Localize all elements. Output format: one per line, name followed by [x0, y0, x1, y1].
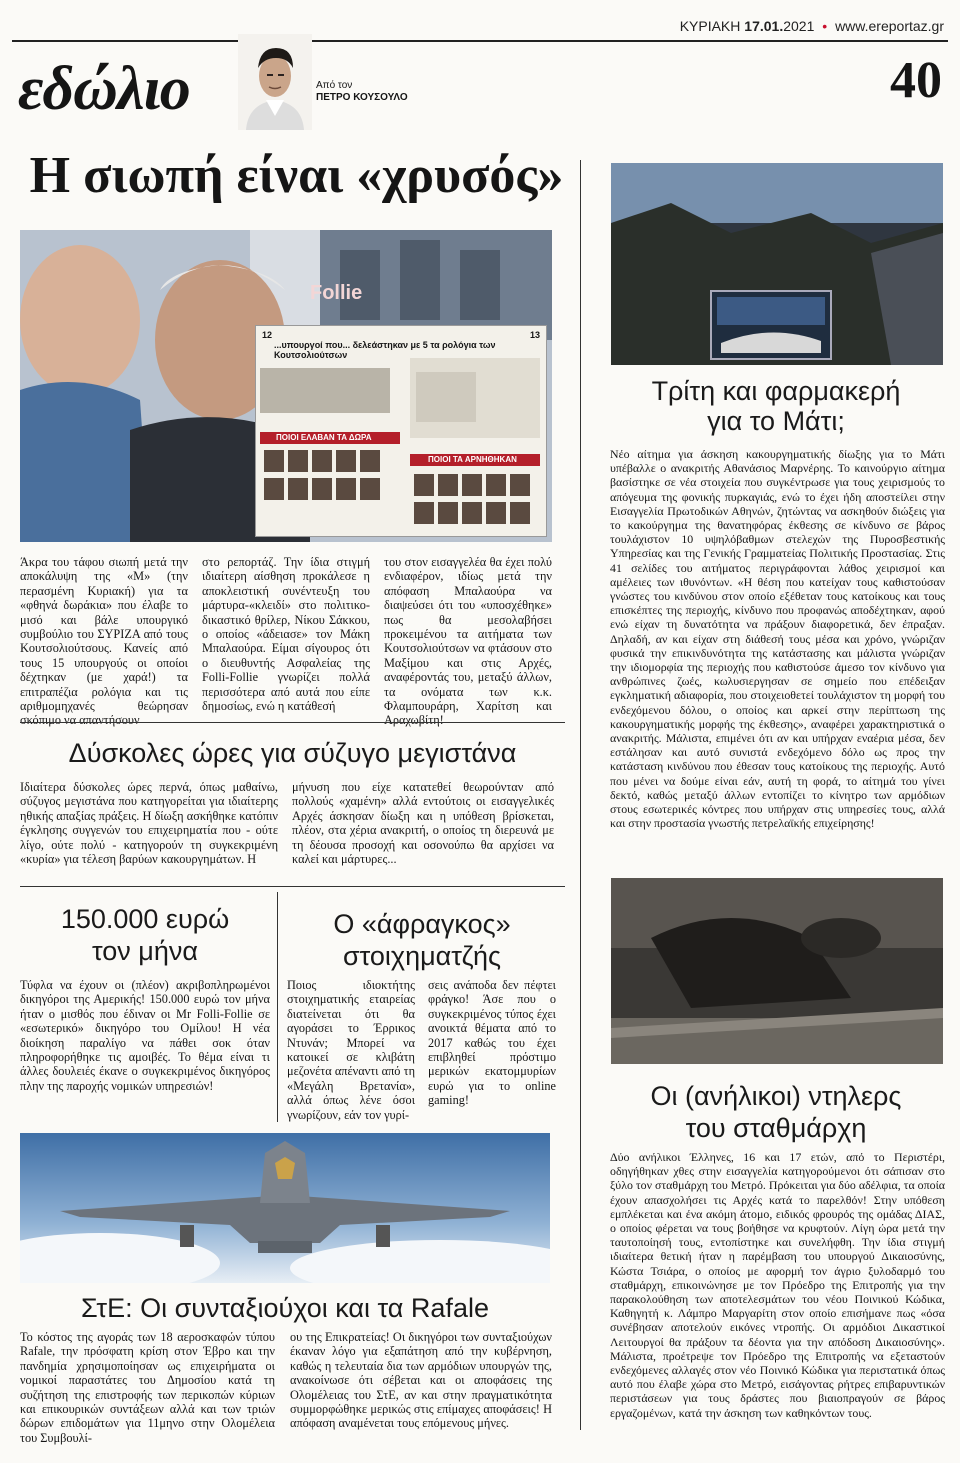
mati-title-1: Τρίτη και φαρμακερή: [651, 376, 901, 406]
clip-page-left: 12: [262, 330, 273, 340]
rafale-col-2: ου της Επικρατείας! Οι δικηγόροι των συνταξιούχων έκαναν λόγο για εξαπάτηση από την κυβέρνηση, καθώς η τελευταία δια των αρμόδιων υπουργών της, ανακοίνωσε ότι σέβεται και οι αποφάσεις της Ολομέλειας του ΣτΕ, αν και στην πραγματικότητα συμμορφώθηκε μερικώς στις επίμαχες αποφάσεις! Η απόφαση αναμένεται τους επόμενους μήνες.: [290, 1330, 552, 1431]
issue-day: ΚΥΡΙΑΚΗ: [679, 18, 741, 34]
spouse-col-1: Ιδιαίτερα δύσκολες ώρες περνά, όπως μαθαίνω, σύζυγος μεγιστάνα που κατηγορείται για ιδιαίτερης ηθικής απαξίας πράξεις. Η δίωξη ασκήθηκε κατόπιν έγκλησης συγγενών του επιχειρηματία που - ούτε λίγο, ούτε πολύ - κατηγορούν τη συγκεκριμένη «κυρία» για τέλεση βαρύων κακουργημάτων. Η: [20, 780, 278, 867]
newspaper-clipping: [255, 325, 547, 537]
rafale-photo: [20, 1133, 550, 1283]
dealers-title: [606, 1080, 946, 1144]
site-url: www.ereportaz.gr: [835, 18, 944, 34]
gambler-col-1: Ποιος ιδιοκτήτης στοιχηματικής εταιρείας διατείνεται ότι θα αγοράσει το Έρρικος Ντυνάν; Μπορεί να κατοικεί σε κλιβάτη μεζονέτα απέναντι από τη «Μεγάλη Βρετανία», αλλά όπως λένε όσοι γνωρίζουν, εάν τον γυρί-: [287, 978, 415, 1122]
gambler-title-1: Ο «άφραγκος»: [333, 909, 511, 939]
author-portrait: [238, 34, 312, 130]
lead-col-1: Άκρα του τάφου σιωπή μετά την αποκάλυψη της «Μ» (την περασμένη Κυριακή) για τα «φθηνά δωράκια» που έλαβε το μισό και βάλε υπουργικό συμβούλιο του ΣΥΡΙΖΑ από τους Κουτσολιούτσους. Κανείς από τους 15 υπουργούς οι οποίοι δέχτηκαν (με χαρά!) τα επιτραπέζια ρολόγια και τις αριθμομηχανές θεώρησαν σκόπιμο να απαντήσουν: [20, 555, 188, 728]
dealers-photo: [611, 878, 943, 1064]
clip-label-refused: ΠΟΙΟΙ ΤΑ ΑΡΝΗΘΗΚΑΝ: [428, 455, 517, 464]
photo-sign: Follie: [310, 282, 363, 304]
lawyers-title: [20, 903, 270, 967]
spouse-col-2: μήνυση που είχε κατατεθεί θεωρούνταν από πολλούς «χαμένη» αλλά εντούτοις οι εισαγγελικές Αρχές άσκησαν δίωξη και η υπόθεση βρίσκεται, πλέον, στα χέρια ανακριτή, ο οποίος τη διερευνά με τη δέουσα προσοχή και οσονούπω θα αρχίσει να καλεί και μάρτυρες...: [292, 780, 554, 867]
rafale-title: ΣτΕ: Οι συνταξιούχοι και τα Rafale: [81, 1293, 489, 1323]
dealers-title-1: Οι (ανήλικοι) ντηλερς: [650, 1081, 902, 1111]
clip-page-right: 13: [529, 330, 540, 340]
spouse-title: Δύσκολες ώρες για σύζυγο μεγιστάνα: [68, 738, 517, 768]
lead-photo: [20, 230, 552, 542]
lead-col-2: στο ρεπορτάζ. Την ίδια στιγμή ιδιαίτερη αίσθηση προκάλεσε η αποκλειστική συνέντευξη του μάρτυρα-«κλειδί» στο πολιτικο-δικαστικό θρίλερ, Νίκου Σάκκου, ο οποίος «άδειασε» τον Μάκη Μπαλαούρα. Είμαι σίγουρος ότι ο διευθυντής Ασφαλείας της Folli-Follie γνωρίζει πολλά περισσότερα από αυτά που είπε δημοσίως, ενώ η κατάθεσή: [202, 555, 370, 714]
dealers-body: Δύο ανήλικοι Έλληνες, 16 και 17 ετών, από το Περιστέρι, οδηγήθηκαν χθες στην εισαγγελία κατηγορούμενοι ότι σάπισαν στο ξύλο τον σταθμάρχη του Μετρό. Πρόκειται για δύο αδέλφια, τα οποία έχουν απασχολήσει τις Αρχές κατά το παρελθόν! Στην υπόθεση εμπλέκεται και ένα ακόμη άτομο, ειδικός φρουρός της ομάδας ΔΙΑΣ, ο οποίος φέρεται να τους βοήθησε να κρυφτούν. Λίγη ώρα μετά την ταυτοποίησή τους, εντοπίστηκε και συνελήφθη. Την ίδια στιγμή ιδιαίτερα θετική ήταν η παρέμβαση του υπουργού Δικαιοσύνης, Κώστα Τσιάρα, ο οποίος με αφορμή τον άγριο ξυλοδαρμό του σταθμάρχη, επικοινώνησε με τον Πρόεδρο της Επιτροπής για την παρακολούθηση των αποτελεσμάτων του νέου Ποινικού Κώδικα, Καθηγητή κ. Λάμπρο Μαργαρίτη στον οποίο επισήμανε πως «όσα συνέβησαν αποτελούν εικόνες ντροπής. Οι αρμόδιοι Δικαστικοί Λειτουργοί θα πράξουν τα δέοντα για την απόδοση Δικαιοσύνης». Μάλιστα, προέτρεψε τον Πρόεδρο της Επιτροπής να εξεταστούν ενδεχόμενες αλλαγές στον νέο Ποινικό Κώδικα για περιστατικά όπως αυτό που έλαβε χώρα στο Μετρό, εισάγοντας ρήτρες επιβαρυντικών περιστάσεων για τους δράστες που βιαιοπραγούν σε βάρος εργαζομένων, κατά την άσκηση των καθηκόντων τους.: [610, 1150, 945, 1420]
lawyers-title-2: τον μήνα: [92, 936, 198, 966]
issue-year: 2021: [783, 18, 815, 34]
dealers-title-2: του σταθμάρχη: [685, 1113, 867, 1143]
column-logo: εδώλιο: [18, 55, 190, 123]
column-divider: [580, 160, 581, 1430]
rafale-col-1: Το κόστος της αγοράς των 18 αεροσκαφών τύπου Rafale, την πρόσφατη κρίση στον Έβρο και την πανδημία χρησιμοποίησαν ως επιχειρήματα οι νομικοί παραστάτες του Δημοσίου κατά τη συζήτηση της επιστροφής των περικοπών κύριων και επικουρικών συντάξεων αλλά και των τριών δώρων επιδομάτων για 11μηνο στην Ολομέλεια του Συμβουλί-: [20, 1330, 275, 1445]
author-name: ΠΕΤΡΟ ΚΟΥΣΟΥΛΟ: [316, 92, 408, 103]
mati-body: Νέο αίτημα για άσκηση κακουργηματικής δίωξης για το Μάτι υπέβαλλε ο ανακριτής Αθανάσιος Μαρνέρης. Το καινούργιο αίτημα βασίστηκε σε νέα στοιχεία που συγκέντρωσε για τους χειρισμούς το απόγευμα της φονικής πυρκαγιάς, ενώ το έχει ήδη αποστείλει στην Εισαγγελία Πρωτοδικών Αθηνών, ζητώντας να ασκηθούν διώξεις για το κακούργημα της θανατηφόρας έκθεσης σε κίνδυνο σε βάρος τουλάχιστον 10 υψηλόβαθμων στελεχών της Πυροσβεστικής Υπηρεσίας και της Γενικής Γραμματείας Πολιτικής Προστασίας. Στις 41 σελίδες του αιτήματος περιγράφονται λάθος χειρισμοί και αμέλειες των ιθυνόντων. «Η θέση που κατείχαν τους καθιστούσαν γνώστες του κινδύνου στον οποίο εξέθεταν τους κατοίκους και τους επισκέπτες της περιοχής, κίνδυνο που προφανώς αποδέχτηκαν, αφού ενώ είχαν τη δυνατότητα να πράξουν διαφορετικά, δεν έπραξαν. Δηλαδή, αν και είχαν στη διάθεσή τους μέσα και χρόνο, γνώριζαν φυσικά την επικινδυνότητα της κατάστασης και μάλιστα γνώριζαν την ιδιομορφία της περιοχής που καθιστούσε άμεσο τον κίνδυνο για ανθρώπινες ζωές, κωλυσιεργησαν σε σημείο που επέδειξαν εγκληματική αδιαφορία, που στοιχειοθετεί τουλάχιστον τη μορφή του ενδεχόμενου δόλου, ο οποίος και αρκεί στην περίπτωση της κακουργηματικής μορφής της έκθεσης», αναφέρει χαρακτηριστικά ο ανακριτής. Μάλιστα, επιμένει ότι αν και υπήρχαν εναέρια μέσα, δεν εστάλησαν και αυτό συνιστά ενδεχόμενο δόλο ως προς την κατάσταση κινδύνου που έθεσαν τους κατοίκους της περιοχής. Αυτό που μένει να δούμε είναι εάν, αυτή τη φορά, το αίτημά του γίνει δεκτό, καθώς μεταξύ άλλων εντοπίζει το κίνητρο των αρμόδιων στους εσωτερικές κόντρες που υπήρχαν στις υπηρεσίες τους, αλλά και στην προστασία γνωστής πετρελαϊκής επιχείρησης!: [610, 447, 945, 831]
gambler-title-2: στοιχηματζής: [342, 941, 502, 971]
page-number: 40: [890, 52, 942, 109]
author-prefix: Από τον: [316, 80, 353, 91]
dateline: [680, 18, 944, 34]
separator-dot: •: [822, 18, 828, 34]
header-rule: [12, 40, 948, 42]
mati-title-2: για το Μάτι;: [707, 406, 845, 436]
clip-headline: ...υπουργοί που... δελεάστηκαν με 5 τα ρολόγια των Κουτσολιούτσων: [274, 340, 496, 360]
gambler-col-2: σεις ανάποδα δεν πέφτει φράγκο! Άσε που ο συγκεκριμένος τύπος έχει ανοικτά θέματα από το 2017 καθώς του έχει επιβληθεί πρόστιμο μερικών εκατομμυρίων ευρώ για το online gaming!: [428, 978, 556, 1108]
issue-date: 17.01.: [744, 18, 784, 34]
divider-spouse: [20, 886, 565, 887]
mati-title: [606, 376, 946, 436]
clip-label-gifts: ΠΟΙΟΙ ΕΛΑΒΑΝ ΤΑ ΔΩΡΑ: [276, 433, 372, 442]
author-credit: [316, 80, 408, 104]
lawyers-title-1: 150.000 ευρώ: [60, 904, 230, 934]
divider-small-stories: [277, 892, 278, 1122]
gambler-title: [287, 908, 557, 972]
divider-lead: [20, 722, 565, 723]
mati-photo: [611, 163, 943, 365]
lead-col-3: του στον εισαγγελέα θα έχει πολύ ενδιαφέρον, ιδίως μετά την απόφαση Μπαλαούρα να διαψεύσει ότι του «υποσχέθηκε» πως θα μεσολαβήσει προκειμένου τα αιτήματα των Κουτσολιούτσων να φτάσουν στο Μαξίμου και στις Αρχές, αναφέροντάς του, μεταξύ άλλων, τα ονόματα των κ.κ. Φλαμπουράρη, Χαρίτση και Αραχωβίτη!: [384, 555, 552, 728]
lawyers-body: Τύφλα να έχουν οι (πλέον) ακριβοπληρωμένοι δικηγόροι της Αμερικής! 150.000 ευρώ τον μήνα ήταν ο μισθός που έδιναν οι Mr Folli-Follie σε «εσωτερικό» δικηγόρο του Ομίλου! Η νέα διοίκηση παραλίγο να πάθει σοκ όταν πληροφορήθηκε τις αμοιβές. Το θέμα είναι τι άλλες δουλειές έκανε ο συγκεκριμένος δικηγόρος πλην της παροχής νομικών υπηρεσιών!: [20, 978, 270, 1093]
lead-title: Η σιωπή είναι «χρυσός»: [29, 147, 564, 204]
